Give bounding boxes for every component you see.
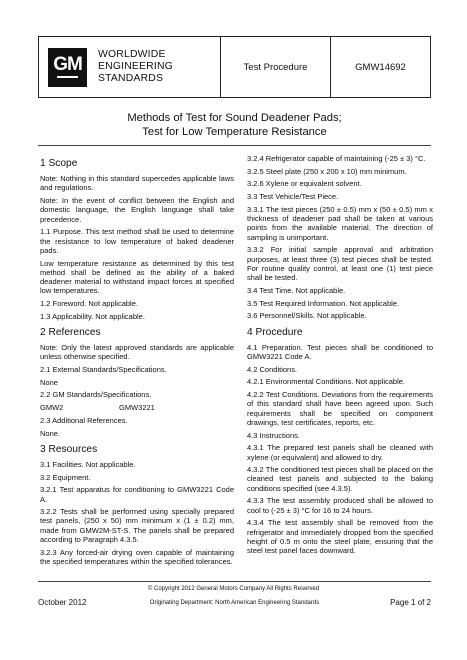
footer-department: Originating Department: North American Engineering Standards — [149, 599, 320, 606]
paragraph: 3.2.3 Any forced-air drying oven capable of maintaining the specified temperatures within the specified tolerances. — [40, 547, 234, 567]
document-header — [38, 36, 431, 98]
paragraph: 3.2.6 Xylene or equivalent solvent. — [247, 179, 362, 189]
footer-divider — [38, 581, 431, 582]
paragraph: 3.2.2 Tests shall be performed using specially prepared test panels, (250 x 50) mm minimum x (1 ± 0.2) mm, made from GMW2M-ST-S. The panels shall be prepared according to Paragraph 4.3.5. — [40, 507, 234, 545]
paragraph: 1.1 Purpose. This test method shall be used to determine the resistance to low temperature of baked deadener pads. — [40, 227, 234, 255]
paragraph: 4.2.1 Environmental Conditions. Not applicable. — [247, 377, 406, 387]
section-heading-resources: 3 Resources — [40, 443, 98, 455]
paragraph: 3.2.4 Refrigerator capable of maintaining (-25 ± 3) °C. — [247, 154, 426, 163]
section-heading-references: 2 References — [40, 327, 101, 339]
paragraph: Note: Only the latest approved standards are applicable unless otherwise specified. — [40, 343, 234, 362]
paragraph: 3.3.2 For initial sample approval and arbitration purposes, at least three (3) test pieces shall be tested. For routine quality control, at least one (1) test piece shall be tested. — [247, 245, 433, 283]
paragraph: 2.1 External Standards/Specifications. — [40, 365, 167, 375]
paragraph: 1.3 Applicability. Not applicable. — [40, 311, 145, 321]
paragraph: 4.3 Instructions. — [247, 430, 300, 440]
title-line-1: Methods of Test for Sound Deadener Pads; — [127, 112, 342, 124]
document-title — [38, 112, 431, 139]
paragraph: Note: Nothing in this standard supercedes applicable laws and regulations. — [40, 174, 234, 193]
paragraph: 3.2.1 Test apparatus for conditioning to GMW3221 Code A. — [40, 485, 234, 504]
paragraph: 4.3.4 The test assembly shall be removed from the refrigerator and immediately dropped from the specified height of 0.5 m onto the steel plate, ensuring that the steel test panel faces downward. — [247, 518, 433, 556]
standards-line-1: WORLDWIDE — [98, 49, 166, 60]
paragraph: Note: In the event of conflict between the English and domestic language, the English language shall take precedence. — [40, 195, 234, 224]
gm-logo-underline — [57, 76, 78, 78]
paragraph: 4.2 Conditions. — [247, 364, 298, 374]
paragraph: 4.3.1 The prepared test panels shall be cleaned with xylene (or equivalent) and allowed to dry. — [247, 443, 433, 462]
paragraph: 3.3.1 The test pieces (250 ± 0.5) mm x (50 ± 0.5) mm x thickness of deadener pad shall be taken at various points from the available material. The direction of sampling is unimportant. — [247, 204, 433, 242]
title-divider — [38, 145, 431, 146]
page-number: Page 1 of 2 — [390, 598, 431, 607]
paragraph: 3.5 Test Required Information. Not applicable. — [247, 298, 400, 308]
left-column — [40, 154, 234, 570]
standards-line-2: ENGINEERING — [98, 61, 173, 72]
paragraph: 3.2.5 Steel plate (250 x 200 x 10) mm minimum. — [247, 166, 407, 176]
paragraph: 4.1 Preparation. Test pieces shall be conditioned to GMW3221 Code A. — [247, 342, 433, 361]
gm-logo — [48, 48, 87, 87]
section-heading-procedure: 4 Procedure — [247, 326, 303, 338]
section-heading-scope: 1 Scope — [40, 158, 78, 169]
gm-standard-item: GMW2 — [40, 403, 64, 413]
paragraph: Low temperature resistance as determined by this test method shall be defined as the ability of a baked deadener material to withstand impact forces at specified low temperatures. — [40, 258, 234, 296]
title-line-2: Test for Low Temperature Resistance — [142, 125, 327, 138]
paragraph: 3.4 Test Time. Not applicable. — [247, 285, 346, 295]
right-column — [247, 154, 433, 559]
copyright-notice: © Copyright 2012 General Motors Company All Rights Reserved — [147, 586, 320, 592]
paragraph: 3.1 Facilities. Not applicable. — [40, 459, 136, 469]
paragraph: 3.6 Personnel/Skills. Not applicable. — [247, 311, 367, 321]
paragraph: 3.2 Equipment. — [40, 472, 91, 482]
gm-standard-item: GMW3221 — [119, 403, 155, 413]
standards-line-3: STANDARDS — [98, 73, 164, 84]
doc-type: Test Procedure — [221, 37, 331, 97]
paragraph: 2.3 Additional References. — [40, 415, 128, 425]
page-footer — [38, 598, 431, 607]
paragraph: 3.3 Test Vehicle/Test Piece. — [247, 192, 339, 202]
paragraph: None — [40, 377, 58, 387]
standards-name — [98, 49, 173, 85]
paragraph: 4.3.3 The test assembly produced shall be allowed to cool to (-25 ± 3) °C for 16 to 24 hours. — [247, 496, 433, 515]
gm-standards-list — [40, 403, 234, 412]
paragraph: 2.2 GM Standards/Specifications. — [40, 390, 152, 400]
paragraph: 1.2 Foreword. Not applicable. — [40, 299, 138, 309]
doc-number: GMW14692 — [355, 61, 406, 73]
header-logo-cell — [39, 37, 221, 97]
paragraph: 4.2.2 Test Conditions. Deviations from the requirements of this standard shall have been agreed upon. Such requirements shall be specified on component drawings, test certificates, reports, etc. — [247, 389, 433, 427]
gm-logo-text: GM — [53, 54, 82, 75]
paragraph: None. — [40, 428, 61, 438]
paragraph: 4.3.2 The conditioned test pieces shall be placed on the cleaned test panels and subjected to the baking conditions specified (see 4.3.5). — [247, 465, 433, 493]
footer-date: October 2012 — [38, 598, 87, 607]
